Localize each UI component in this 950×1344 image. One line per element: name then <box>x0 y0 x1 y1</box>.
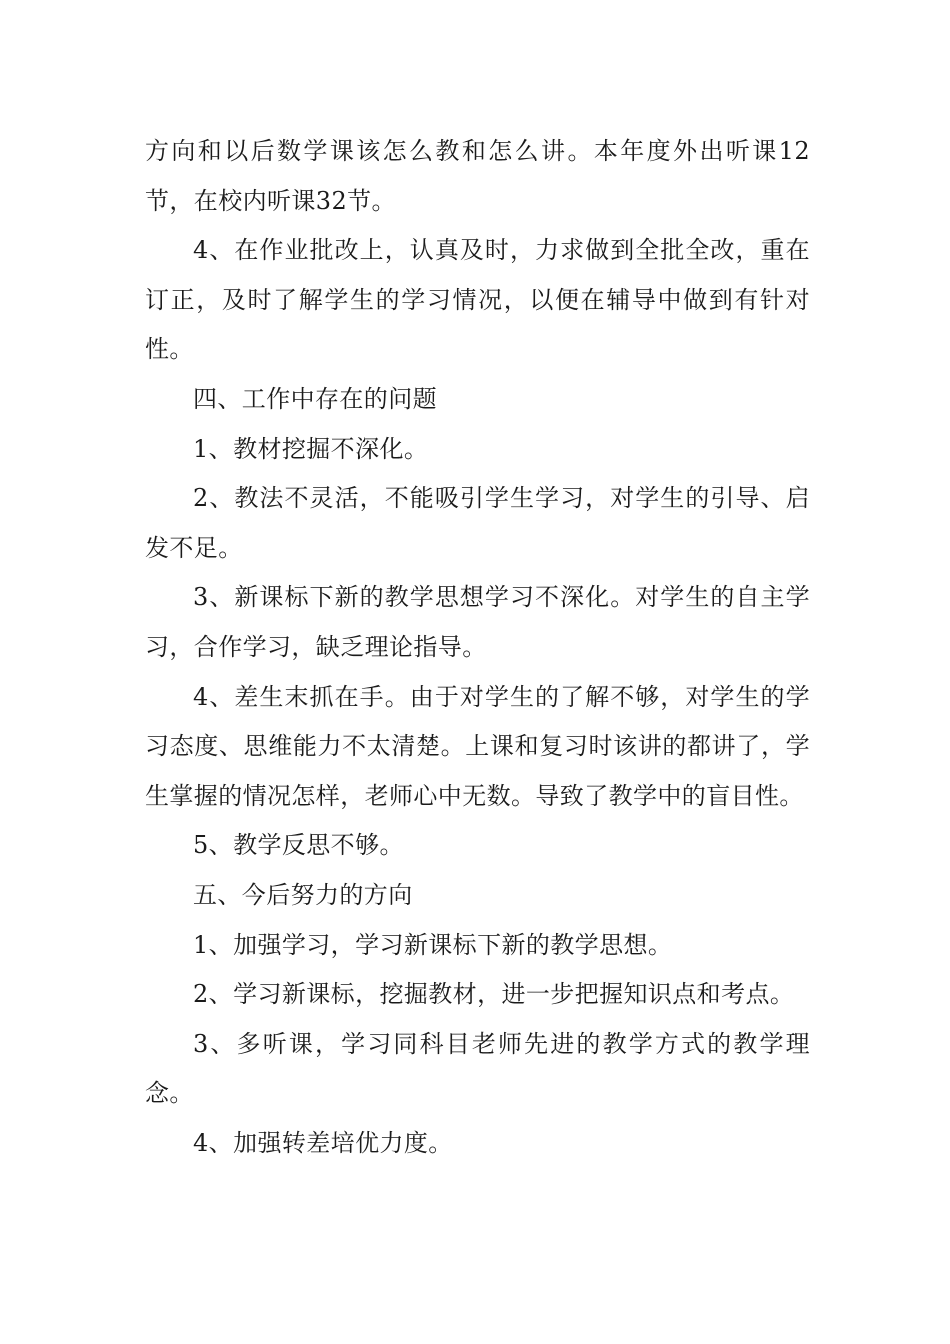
problem-item-2: 2、教法不灵活，不能吸引学生学习，对学生的引导、启发不足。 <box>145 484 810 562</box>
section-heading-problems: 四、工作中存在的问题 <box>193 384 437 413</box>
paragraph-continuation: 方向和以后数学课该怎么教和怎么讲。本年度外出听课12节，在校内听课32节。 <box>145 137 810 215</box>
section-heading-future-direction: 五、今后努力的方向 <box>193 880 413 909</box>
problem-item-5: 5、教学反思不够。 <box>193 831 404 860</box>
document-body <box>145 127 810 1168</box>
problem-item-3: 3、新课标下新的教学思想学习不深化。对学生的自主学习，合作学习，缺乏理论指导。 <box>145 583 810 661</box>
direction-item-2: 2、学习新课标，挖掘教材，进一步把握知识点和考点。 <box>193 980 795 1009</box>
paragraph-homework-correction: 4、在作业批改上，认真及时，力求做到全批全改，重在订正，及时了解学生的学习情况，以便在辅导中做到有针对性。 <box>145 236 810 364</box>
direction-item-1: 1、加强学习，学习新课标下新的教学思想。 <box>193 930 673 959</box>
direction-item-3: 3、多听课，学习同科目老师先进的教学方式的教学理念。 <box>145 1029 810 1108</box>
problem-item-4: 4、差生末抓在手。由于对学生的了解不够，对学生的学习态度、思维能力不太清楚。上课和复习时该讲的都讲了，学生掌握的情况怎样，老师心中无数。导致了教学中的盲目性。 <box>145 682 810 810</box>
problem-item-1: 1、教材挖掘不深化。 <box>193 434 429 463</box>
direction-item-4: 4、加强转差培优力度。 <box>193 1128 453 1157</box>
